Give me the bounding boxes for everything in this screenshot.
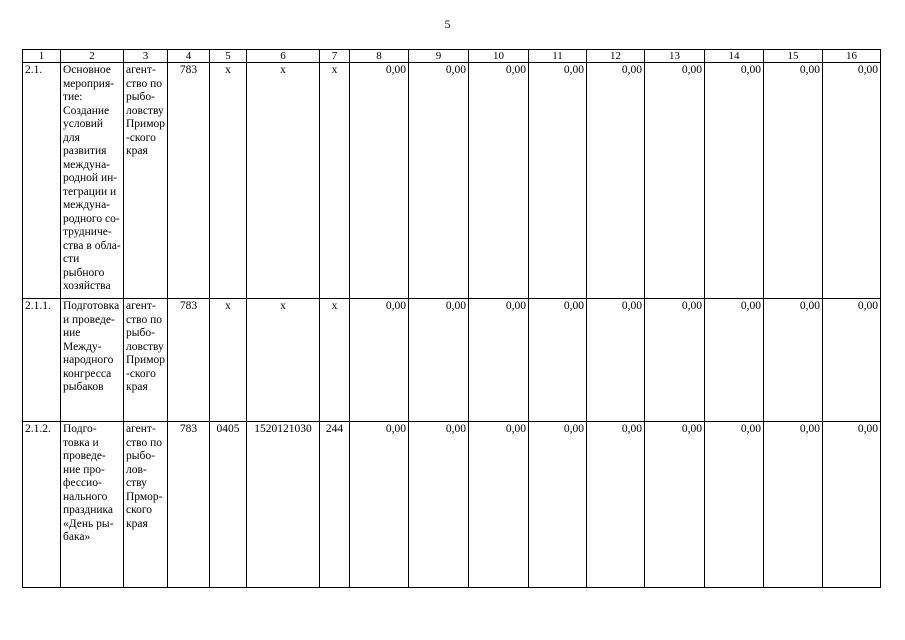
header-cell: 5 [210, 50, 247, 63]
vr-code: x [320, 299, 350, 422]
amount-cell: 0,00 [350, 299, 409, 422]
header-cell: 1 [23, 50, 61, 63]
amount-cell: 0,00 [529, 63, 587, 299]
rzpr-code: x [210, 63, 247, 299]
activity-name: Основное мероприя-тие: Создание условий для развития междуна-родной ин-теграции и междуна-родного со-трудниче-ства в обла-сти рыбного хозяйства [61, 63, 124, 299]
amount-cell: 0,00 [764, 63, 823, 299]
amount-cell: 0,00 [645, 63, 705, 299]
amount-cell: 0,00 [645, 299, 705, 422]
amount-cell: 0,00 [587, 299, 645, 422]
header-cell: 14 [705, 50, 764, 63]
header-cell: 2 [61, 50, 124, 63]
rzpr-code: x [210, 299, 247, 422]
amount-cell: 0,00 [705, 299, 764, 422]
page-number: 5 [444, 17, 451, 31]
csr-code: 1520121030 [247, 422, 320, 588]
activity-name: Подготовка и проведе-ние Между-народного конгресса рыбаков [61, 299, 124, 422]
csr-code: x [247, 299, 320, 422]
header-cell: 12 [587, 50, 645, 63]
vr-code: 244 [320, 422, 350, 588]
header-cell: 16 [823, 50, 881, 63]
amount-cell: 0,00 [823, 299, 881, 422]
grbs-code: 783 [168, 422, 210, 588]
amount-cell: 0,00 [823, 63, 881, 299]
budget-table [22, 49, 881, 588]
amount-cell: 0,00 [764, 299, 823, 422]
amount-cell: 0,00 [350, 63, 409, 299]
csr-code: x [247, 63, 320, 299]
activity-name: Подго-товка и проведе-ние про-фессио-нального праздника «День ры-бака» [61, 422, 124, 588]
amount-cell: 0,00 [469, 299, 529, 422]
amount-cell: 0,00 [705, 422, 764, 588]
header-cell: 10 [469, 50, 529, 63]
row-number: 2.1. [23, 63, 61, 299]
header-cell: 3 [124, 50, 168, 63]
amount-cell: 0,00 [409, 63, 469, 299]
table-header-row [23, 50, 881, 63]
amount-cell: 0,00 [645, 422, 705, 588]
amount-cell: 0,00 [469, 63, 529, 299]
header-cell: 11 [529, 50, 587, 63]
header-cell: 6 [247, 50, 320, 63]
table-row [23, 299, 881, 422]
executor: агент-ство по рыбо-ловству Примор-ского края [124, 63, 168, 299]
header-cell: 15 [764, 50, 823, 63]
row-number: 2.1.1. [23, 299, 61, 422]
table-row [23, 422, 881, 588]
header-cell: 13 [645, 50, 705, 63]
amount-cell: 0,00 [764, 422, 823, 588]
amount-cell: 0,00 [529, 422, 587, 588]
amount-cell: 0,00 [823, 422, 881, 588]
amount-cell: 0,00 [469, 422, 529, 588]
row-number: 2.1.2. [23, 422, 61, 588]
amount-cell: 0,00 [587, 63, 645, 299]
rzpr-code: 0405 [210, 422, 247, 588]
grbs-code: 783 [168, 299, 210, 422]
header-cell: 9 [409, 50, 469, 63]
header-cell: 7 [320, 50, 350, 63]
table-row [23, 63, 881, 299]
header-cell: 8 [350, 50, 409, 63]
amount-cell: 0,00 [587, 422, 645, 588]
grbs-code: 783 [168, 63, 210, 299]
vr-code: x [320, 63, 350, 299]
amount-cell: 0,00 [350, 422, 409, 588]
amount-cell: 0,00 [409, 299, 469, 422]
executor: агент-ство по рыбо-ловству Примор-ского края [124, 299, 168, 422]
amount-cell: 0,00 [409, 422, 469, 588]
header-cell: 4 [168, 50, 210, 63]
amount-cell: 0,00 [705, 63, 764, 299]
amount-cell: 0,00 [529, 299, 587, 422]
executor: агент-ство по рыбо-лов-ству Прмор-ского края [124, 422, 168, 588]
